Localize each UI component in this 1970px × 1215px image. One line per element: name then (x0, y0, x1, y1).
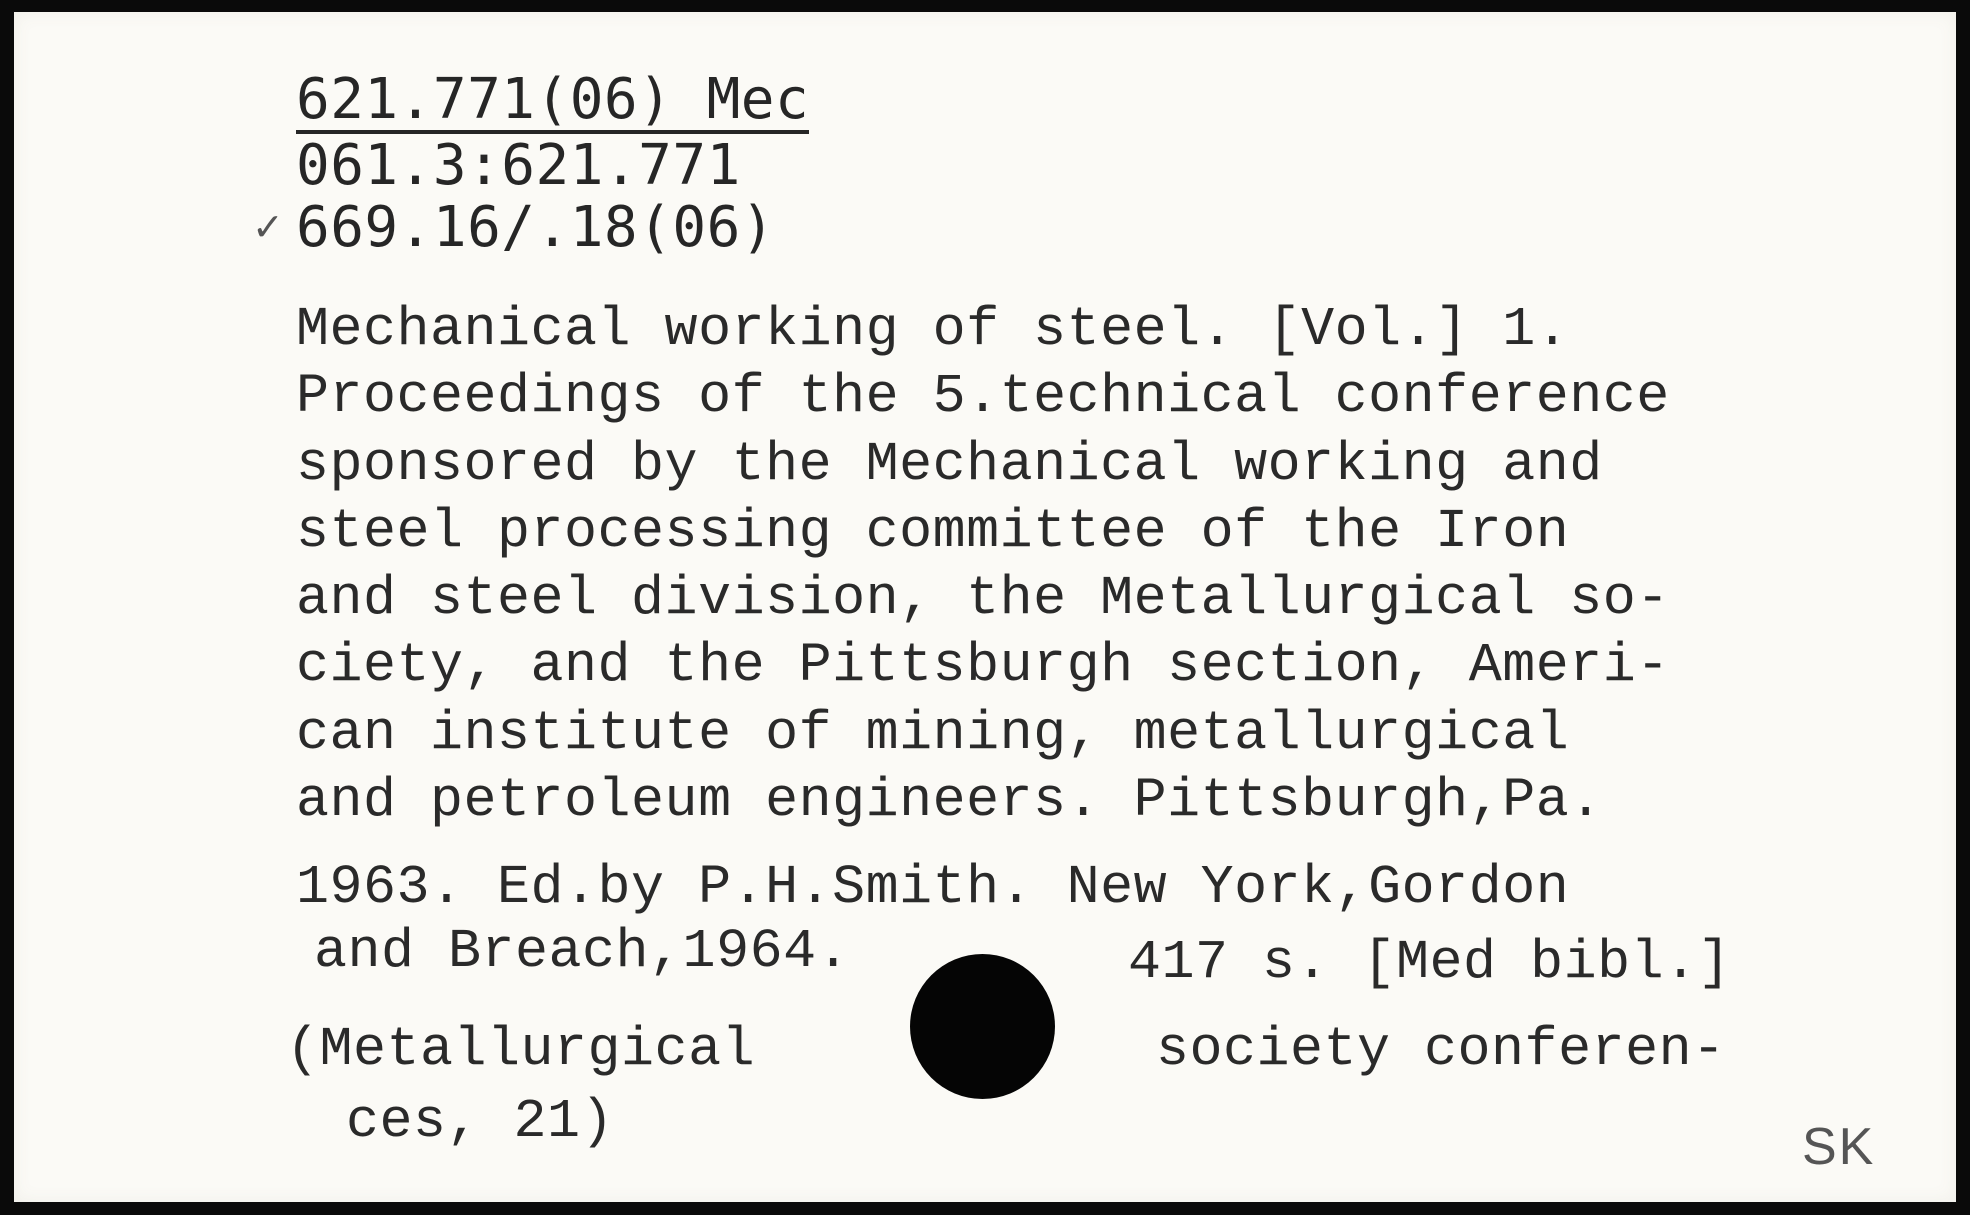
description-line: ciety, and the Pittsburgh section, Ameri- (296, 634, 1670, 697)
series-statement-left: (Metallurgical (286, 1018, 756, 1081)
description-line: 1963. Ed.by P.H.Smith. New York,Gordon (296, 856, 1570, 919)
description-line: Proceedings of the 5.technical conference (296, 365, 1670, 428)
punch-hole (910, 954, 1055, 1099)
description-line: Mechanical working of steel. [Vol.] 1. (296, 298, 1570, 361)
cataloger-initials: SK (1802, 1118, 1876, 1176)
call-number-primary: 621.771(06) Mec (296, 67, 810, 132)
description-line: and petroleum engineers. Pittsburgh,Pa. (296, 769, 1603, 832)
description-line: steel processing committee of the Iron (296, 500, 1570, 563)
description-line: and steel division, the Metallurgical so- (296, 567, 1670, 630)
check-mark: ✓ (252, 205, 284, 249)
collation: 417 s. [Med bibl.] (1128, 931, 1732, 994)
description-line: can institute of mining, metallurgical (296, 702, 1570, 765)
series-statement-end: ces, 21) (346, 1090, 615, 1153)
description-line: sponsored by the Mechanical working and (296, 433, 1603, 496)
call-number-tertiary: 669.16/.18(06) (296, 195, 776, 260)
imprint: and Breach,1964. (314, 920, 851, 983)
series-statement-right: society conferen- (1156, 1018, 1726, 1081)
call-number-secondary: 061.3:621.771 (296, 133, 741, 198)
